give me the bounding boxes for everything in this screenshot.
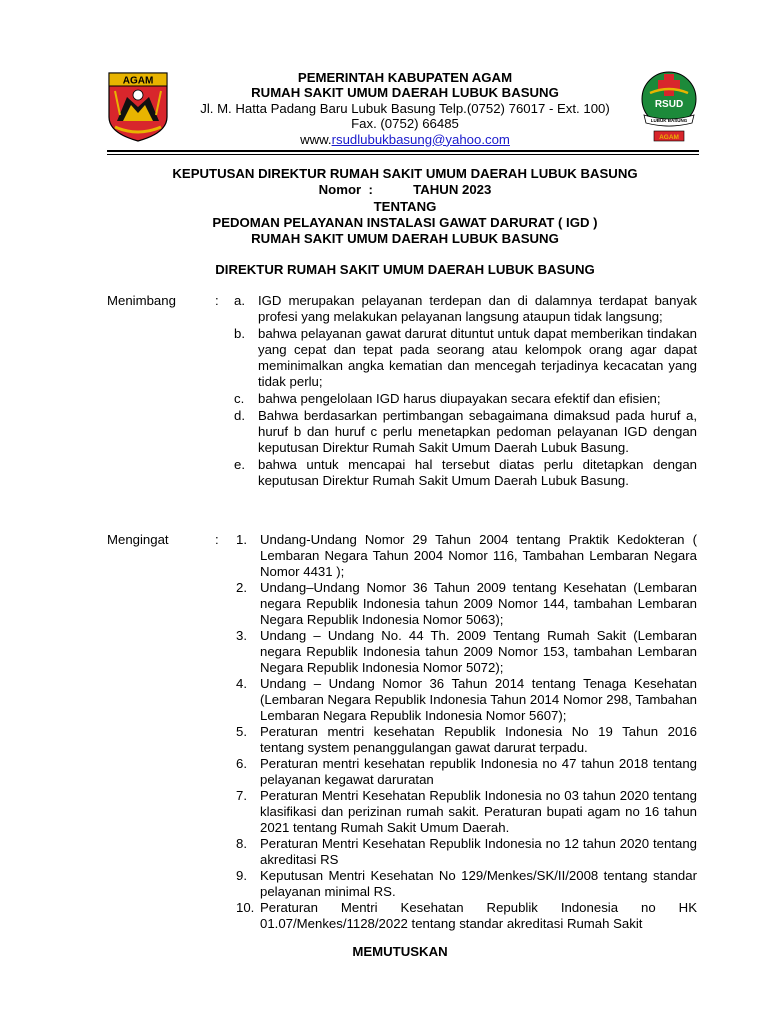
mengingat-item-text: Peraturan Mentri Kesehatan Republik Indonesia no HK 01.07/Menkes/1128/2022 tentang standar akreditasi Rumah Sakit <box>260 900 697 931</box>
mengingat-item-marker: 9. <box>236 868 247 883</box>
mengingat-item-text: Keputusan Mentri Kesehatan No 129/Menkes/SK/II/2008 tentang standar pelayanan minimal RS. <box>260 868 697 899</box>
mengingat-item-text: Peraturan Mentri Kesehatan Republik Indonesia no 03 tahun 2020 tentang klasifikasi dan perizinan rumah sakit. Peraturan bupati agam no 16 tahun 2021 tentang Rumah Sakit Umum Daerah. <box>260 788 697 835</box>
mengingat-label: Mengingat <box>107 532 169 547</box>
menimbang-item-text: bahwa pelayanan gawat darurat dituntut untuk dapat memberikan tindakan yang cepat dan tepat pada seorang atau kelompok orang agar dapat meminimalkan angka kematian dan mencegah terjadinya kecacatan yang tidak perlu; <box>258 326 697 389</box>
web-prefix: www. <box>300 131 332 147</box>
mengingat-list <box>236 532 697 932</box>
decree-number: Nomor : TAHUN 2023 <box>318 182 492 197</box>
decree-tentang: TENTANG <box>373 199 437 214</box>
menimbang-item-text: IGD merupakan pelayanan terdepan dan di dalamnya terdapat banyak profesi yang melakukan pelayanan langsung ataupun tidak langsung; <box>258 293 697 324</box>
mengingat-item-marker: 7. <box>236 788 247 803</box>
hospital-name: RUMAH SAKIT UMUM DAERAH LUBUK BASUNG <box>251 85 559 101</box>
director-heading: DIREKTUR RUMAH SAKIT UMUM DAERAH LUBUK BASUNG <box>215 262 595 277</box>
mengingat-item-text: Peraturan Mentri Kesehatan Republik Indonesia no 12 tahun 2020 tentang akreditasi RS <box>260 836 697 867</box>
menimbang-item-marker: d. <box>234 408 245 423</box>
government-name: PEMERINTAH KABUPATEN AGAM <box>297 70 513 85</box>
mengingat-item-marker: 2. <box>236 580 247 595</box>
mengingat-item-text: Peraturan mentri kesehatan republik Indonesia no 47 tahun 2018 tentang pelayanan kegawat daruratan <box>260 756 697 787</box>
hospital-web <box>170 132 640 147</box>
right-logo-bottom: AGAM <box>659 134 679 141</box>
menimbang-item <box>234 391 697 407</box>
rsud-hospital-logo-icon <box>640 69 698 143</box>
mengingat-item-text: Peraturan mentri kesehatan Republik Indonesia No 19 Tahun 2016 tentang system penanggulangan gawat darurat terpadu. <box>260 724 697 755</box>
left-logo-text: AGAM <box>122 75 154 87</box>
decree-subject: PEDOMAN PELAYANAN INSTALASI GAWAT DARURAT ( IGD ) <box>212 215 598 230</box>
mengingat-item-marker: 5. <box>236 724 247 739</box>
mengingat-item-marker: 8. <box>236 836 247 851</box>
mengingat-item-text: Undang – Undang Nomor 36 Tahun 2014 tentang Tenaga Kesehatan (Lembaran Negara Republik Indonesia Tahun 2014 Nomor 298, Tambahan Lembaran Negara Republik Indonesia Nomor 5607); <box>260 676 697 723</box>
mengingat-item-text: Undang–Undang Nomor 36 Tahun 2009 tentang Kesehatan (Lembaran negara Republik Indonesia tahun 2009 Nomor 144, tambahan Lembaran Negara Republik Indonesia Nomor 5063); <box>260 580 697 627</box>
mengingat-item <box>236 628 697 676</box>
menimbang-list <box>234 293 697 490</box>
right-logo-ribbon: LUBUK BASUNG <box>650 118 688 123</box>
hospital-fax: Fax. (0752) 66485 <box>351 116 459 132</box>
mengingat-item <box>236 580 697 628</box>
menimbang-item <box>234 408 697 456</box>
menimbang-item-marker: a. <box>234 293 245 308</box>
letterhead <box>170 70 640 147</box>
mengingat-item <box>236 900 697 932</box>
menimbang-item-marker: b. <box>234 326 245 341</box>
mengingat-colon: : <box>215 532 219 547</box>
mengingat-item-marker: 1. <box>236 532 247 547</box>
mengingat-item-marker: 4. <box>236 676 247 691</box>
right-logo-text: RSUD <box>654 99 684 110</box>
mengingat-item <box>236 724 697 756</box>
menimbang-label: Menimbang <box>107 293 176 308</box>
decree-title: KEPUTUSAN DIREKTUR RUMAH SAKIT UMUM DAERAH LUBUK BASUNG <box>172 166 638 181</box>
mengingat-item-marker: 6. <box>236 756 247 771</box>
mengingat-item-text: Undang – Undang No. 44 Th. 2009 Tentang Rumah Sakit (Lembaran negara Republik Indonesia tahun 2009 Nomor 153, tambahan Lembaran Negara Republik Indonesia Nomor 5072); <box>260 628 697 675</box>
menimbang-item-text: bahwa pengelolaan IGD harus diupayakan secara efektif dan efisien; <box>258 391 661 406</box>
menimbang-item-marker: e. <box>234 457 245 472</box>
mengingat-item <box>236 836 697 868</box>
mengingat-item <box>236 868 697 900</box>
menimbang-item-text: Bahwa berdasarkan pertimbangan sebagaimana dimaksud pada huruf a, huruf b dan huruf c perlu menetapkan pedoman pelayanan IGD dengan keputusan Direktur Rumah Sakit Umum Daerah Lubuk Basung. <box>258 408 697 455</box>
menimbang-item <box>234 293 697 325</box>
mengingat-item <box>236 532 697 580</box>
menimbang-item-text: bahwa untuk mencapai hal tersebut diatas perlu ditetapkan dengan keputusan Direktur Rumah Sakit Umum Daerah Lubuk Basung. <box>258 457 697 488</box>
hospital-email-link[interactable]: rsudlubukbasung@yahoo.com <box>331 131 510 147</box>
menimbang-item <box>234 457 697 489</box>
decree-subject-hospital: RUMAH SAKIT UMUM DAERAH LUBUK BASUNG <box>251 231 559 246</box>
letterhead-rule-thin <box>107 154 699 155</box>
menimbang-colon: : <box>215 293 219 308</box>
menimbang-item-marker: c. <box>234 391 245 406</box>
mengingat-item-text: Undang-Undang Nomor 29 Tahun 2004 tentang Praktik Kedokteran ( Lembaran Negara Tahun 2004 Nomor 116, Tambahan Lembaran Negara Nomor 4431 ); <box>260 532 697 579</box>
mengingat-item <box>236 676 697 724</box>
agam-regency-logo-icon <box>107 71 169 143</box>
mengingat-item <box>236 788 697 836</box>
mengingat-item-marker: 3. <box>236 628 247 643</box>
letterhead-rule-thick <box>107 150 699 152</box>
mengingat-item <box>236 756 697 788</box>
mengingat-item-marker: 10. <box>236 900 255 915</box>
menimbang-item <box>234 326 697 390</box>
hospital-address: Jl. M. Hatta Padang Baru Lubuk Basung Telp.(0752) 76017 - Ext. 100) <box>200 100 610 116</box>
memutuskan-heading: MEMUTUSKAN <box>352 944 448 959</box>
